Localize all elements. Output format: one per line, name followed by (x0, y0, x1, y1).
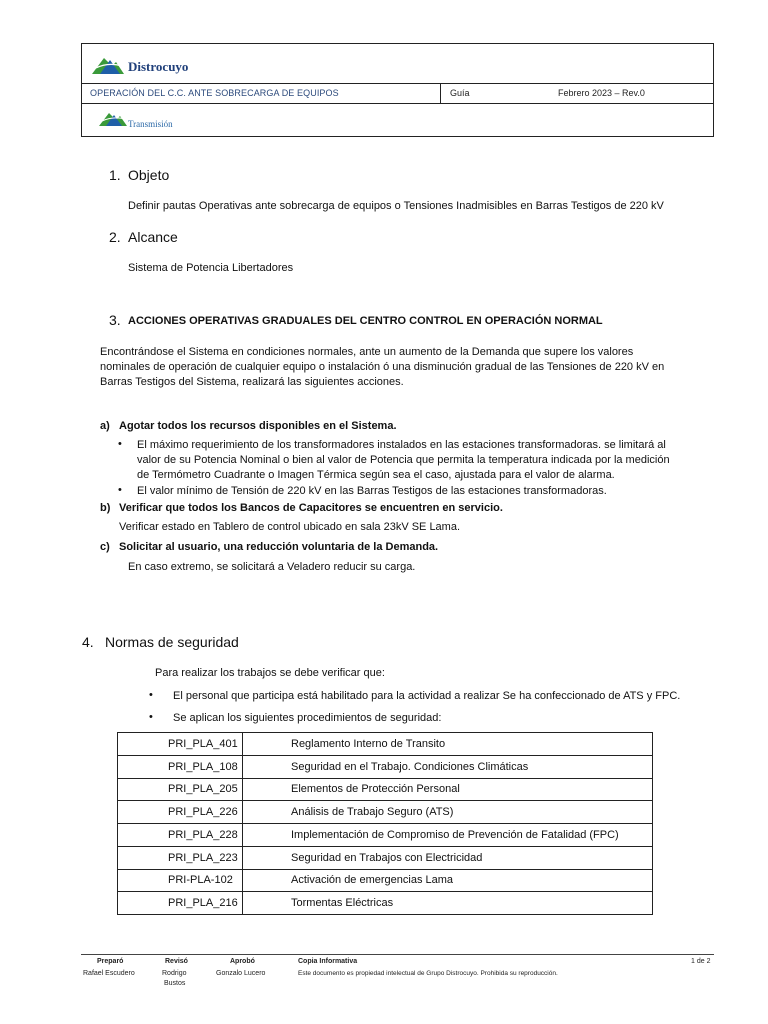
section-3-intro-line-2: nominales de operación de cualquier equipo o instalación ó una disminución gradual de las Tensiones de 220 kV en (100, 361, 665, 373)
section-1-number: 1. (109, 167, 121, 183)
copy-label: Copia Informativa (298, 958, 358, 965)
section-2-number: 2. (109, 229, 121, 245)
section-4-intro: Para realizar los trabajos se debe verificar que: (155, 667, 385, 679)
item-a-bullet-1-line-2: valor de su Potencia Nominal o bien al valor de Potencia que permita la temperatura indicada por la medición (137, 454, 670, 466)
procedure-desc: Activación de emergencias Lama (243, 869, 653, 892)
bullet-icon: • (118, 484, 122, 496)
item-c-title: Solicitar al usuario, una reducción voluntaria de la Demanda. (119, 541, 439, 553)
table-row (118, 755, 653, 778)
table-row (118, 892, 653, 915)
document-header (81, 43, 714, 137)
procedure-code: PRI_PLA_226 (118, 801, 243, 824)
section-3-number: 3. (109, 312, 121, 328)
bullet-icon: • (118, 438, 122, 450)
procedure-code: PRI-PLA-102 (118, 869, 243, 892)
procedure-desc: Elementos de Protección Personal (243, 778, 653, 801)
procedure-desc: Análisis de Trabajo Seguro (ATS) (243, 801, 653, 824)
table-row (118, 869, 653, 892)
item-c-text: En caso extremo, se solicitará a Veladero reducir su carga. (128, 561, 416, 573)
section-3-intro-line-1: Encontrándose el Sistema en condiciones normales, ante un aumento de la Demanda que supere los valores (100, 346, 634, 358)
procedure-code: PRI_PLA_216 (118, 892, 243, 915)
footer-divider (81, 954, 714, 955)
section-2-title: Alcance (128, 229, 178, 245)
reviewed-by-line-2: Bustos (164, 980, 186, 987)
item-a-title: Agotar todos los recursos disponibles en el Sistema. (119, 420, 397, 432)
section-4-bullet-2: Se aplican los siguientes procedimientos de seguridad: (173, 712, 442, 724)
transmision-mountain-icon (98, 108, 128, 128)
section-1-title: Objeto (128, 167, 170, 183)
section-1-text: Definir pautas Operativas ante sobrecarga de equipos o Tensiones Inadmisibles en Barras Testigos de 220 kV (128, 200, 664, 212)
header-title-row (82, 84, 713, 104)
item-a-bullet-1-line-3: de Termómetro Cuadrante o Imagen Térmica según sea el caso, ajustada para el valor de alarma. (137, 469, 615, 481)
item-a-bullet-1-line-1: El máximo requerimiento de los transformadores instalados en las estaciones transformadoras. se limitará al (137, 439, 666, 451)
transmision-logo (98, 108, 128, 133)
item-b-label: b) (100, 502, 111, 514)
procedure-code: PRI_PLA_108 (118, 755, 243, 778)
copy-notice: Este documento es propiedad intelectual de Grupo Distrocuyo. Prohibida su reproducción. (298, 970, 558, 977)
section-4-title: Normas de seguridad (105, 634, 239, 650)
section-3-intro-line-3: Barras Testigos del Sistema, realizará las siguientes acciones. (100, 376, 404, 388)
doc-type: Guía (450, 88, 470, 98)
company-name: Distrocuyo (128, 59, 189, 74)
item-c-label: c) (100, 541, 110, 553)
procedure-desc: Tormentas Eléctricas (243, 892, 653, 915)
prepared-by: Rafael Escudero (83, 970, 135, 977)
item-b-text: Verificar estado en Tablero de control ubicado en sala 23kV SE Lama. (119, 521, 461, 533)
table-row (118, 801, 653, 824)
doc-title: OPERACIÓN DEL C.C. ANTE SOBRECARGA DE EQUIPOS (90, 88, 339, 98)
procedure-desc: Implementación de Compromiso de Prevención de Fatalidad (FPC) (243, 824, 653, 847)
bullet-icon: • (149, 689, 153, 701)
reviewed-label: Revisó (165, 958, 188, 965)
table-row (118, 733, 653, 756)
subunit-name: Transmisión (128, 119, 173, 129)
page-number: 1 de 2 (691, 958, 711, 965)
section-4-bullet-1: El personal que participa está habilitado para la actividad a realizar Se ha confeccionado de ATS y FPC. (173, 690, 681, 702)
procedure-code: PRI_PLA_223 (118, 846, 243, 869)
section-3-title: ACCIONES OPERATIVAS GRADUALES DEL CENTRO CONTROL EN OPERACIÓN NORMAL (128, 315, 603, 327)
table-row (118, 846, 653, 869)
header-logo-row (82, 44, 713, 84)
table-row (118, 778, 653, 801)
table-row (118, 824, 653, 847)
item-b-title: Verificar que todos los Bancos de Capacitores se encuentren en servicio. (119, 502, 503, 514)
prepared-label: Preparó (97, 958, 124, 965)
procedures-table (117, 732, 653, 915)
approved-label: Aprobó (230, 958, 255, 965)
item-a-label: a) (100, 420, 110, 432)
distrocuyo-logo (90, 52, 126, 81)
procedure-code: PRI_PLA_401 (118, 733, 243, 756)
procedure-desc: Reglamento Interno de Transito (243, 733, 653, 756)
header-divider (440, 84, 441, 103)
approved-by: Gonzalo Lucero (216, 970, 266, 977)
bullet-icon: • (149, 711, 153, 723)
section-4-number: 4. (82, 634, 94, 650)
item-a-bullet-2: El valor mínimo de Tensión de 220 kV en las Barras Testigos de las estaciones transformadoras. (137, 485, 607, 497)
procedure-code: PRI_PLA_228 (118, 824, 243, 847)
reviewed-by-line-1: Rodrigo (162, 970, 187, 977)
doc-date-rev: Febrero 2023 – Rev.0 (558, 88, 645, 98)
mountain-logo-icon (90, 52, 126, 76)
procedure-code: PRI_PLA_205 (118, 778, 243, 801)
section-2-text: Sistema de Potencia Libertadores (128, 262, 294, 274)
procedure-desc: Seguridad en Trabajos con Electricidad (243, 846, 653, 869)
procedure-desc: Seguridad en el Trabajo. Condiciones Climáticas (243, 755, 653, 778)
